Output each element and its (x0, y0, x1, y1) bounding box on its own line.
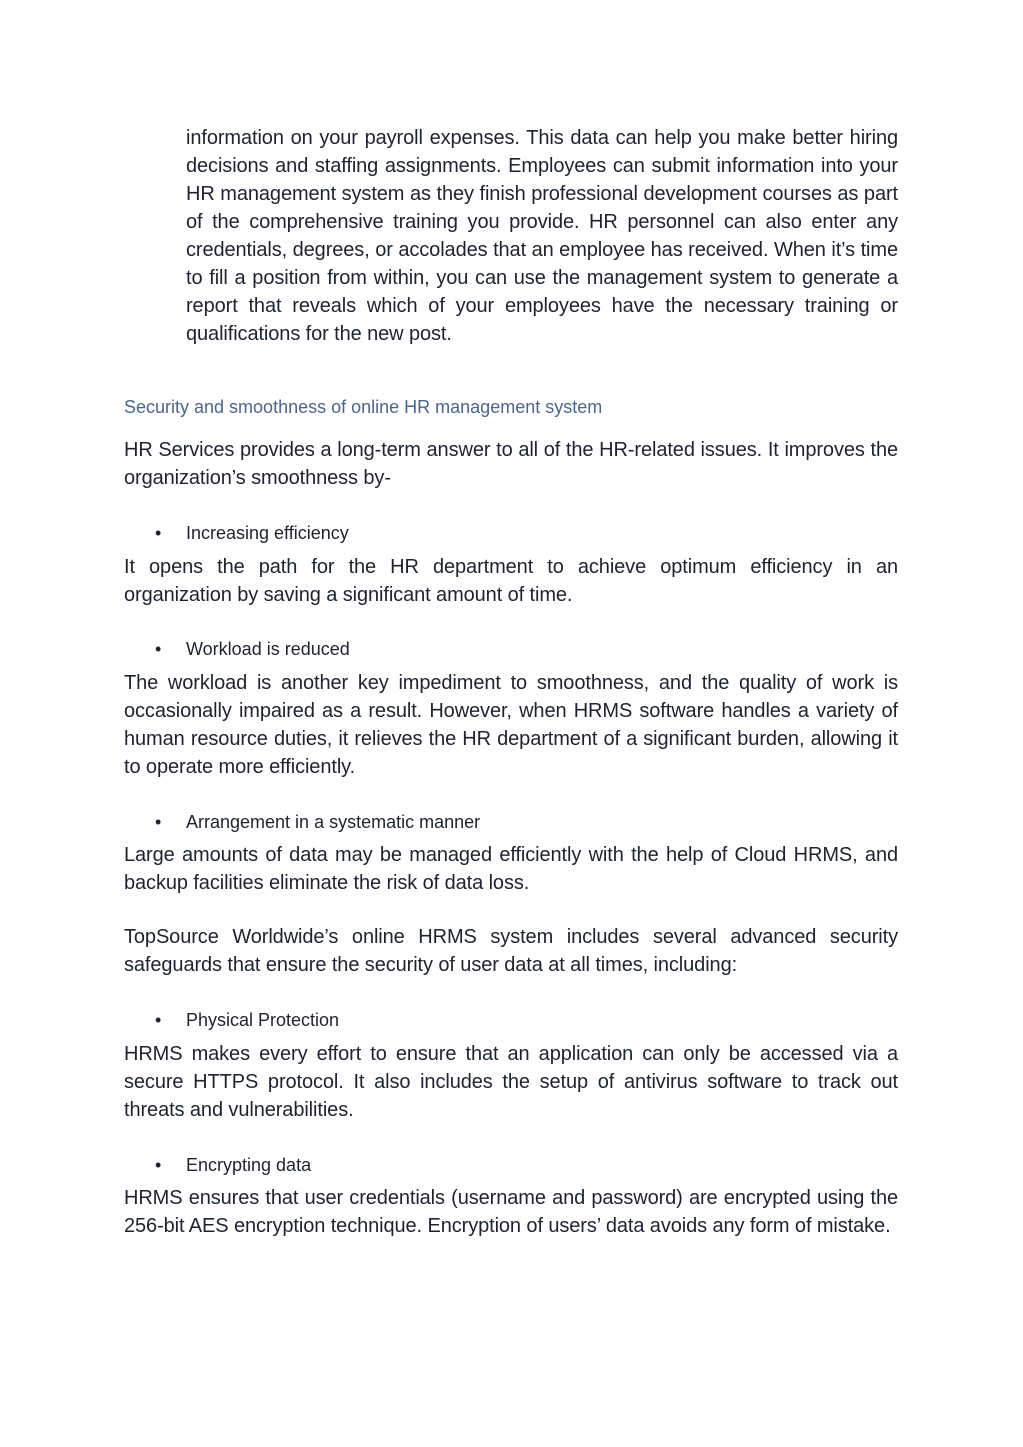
security-item-body: HRMS ensures that user credentials (username and password) are encrypted using the 256-bit AES encryption technique. Encryption of users’ data avoids any form of mistake. (124, 1187, 898, 1237)
intro-paragraph-block (186, 124, 898, 348)
bullet-icon: • (155, 1155, 162, 1175)
item-body-block (124, 553, 898, 609)
bullet-item-physical-protection (124, 1007, 898, 1033)
bullet-title: Arrangement in a systematic manner (186, 812, 481, 832)
security-intro-block (124, 923, 898, 979)
section-heading: Security and smoothness of online HR management system (124, 397, 603, 417)
security-item-body-block (124, 1040, 898, 1124)
bullet-title: Encrypting data (186, 1155, 312, 1175)
item-body: The workload is another key impediment to smoothness, and the quality of work is occasionally impaired as a result. However, when HRMS software handles a variety of human resource duties, it relieves the HR department of a significant burden, allowing it to operate more efficiently. (124, 672, 898, 778)
bullet-item-workload-reduced (124, 636, 898, 662)
section-intro: HR Services provides a long-term answer to all of the HR-related issues. It improves the organization’s smoothness by- (124, 439, 898, 489)
bullet-title: Workload is reduced (186, 639, 350, 659)
bullet-title: Physical Protection (186, 1010, 340, 1030)
intro-paragraph: information on your payroll expenses. This data can help you make better hiring decisions and staffing assignments. Employees can submit information into your HR management system as they finish professional development courses as part of the comprehensive training you provide. HR personnel can also enter any credentials, degrees, or accolades that an employee has received. When it’s time to fill a position from within, you can use the management system to generate a report that reveals which of your employees have the necessary training or qualifications for the new post. (186, 127, 898, 345)
bullet-item-encrypting-data (124, 1152, 898, 1178)
item-body: It opens the path for the HR department to achieve optimum efficiency in an organization by saving a significant amount of time. (124, 556, 898, 606)
bullet-item-systematic-arrangement (124, 809, 898, 835)
bullet-title: Increasing efficiency (186, 523, 349, 543)
bullet-icon: • (155, 523, 162, 543)
item-body-block (124, 669, 898, 781)
bullet-icon: • (155, 1010, 162, 1030)
security-item-body-block (124, 1184, 898, 1240)
section-intro-block (124, 436, 898, 492)
bullet-icon: • (155, 639, 162, 659)
security-intro: TopSource Worldwide’s online HRMS system includes several advanced security safeguards that ensure the security of user data at all times, including: (124, 926, 898, 976)
bullet-icon: • (155, 812, 162, 832)
bullet-item-increasing-efficiency (124, 520, 898, 546)
section-heading-block (124, 394, 898, 420)
security-item-body: HRMS makes every effort to ensure that an application can only be accessed via a secure HTTPS protocol. It also includes the setup of antivirus software to track out threats and vulnerabilities. (124, 1043, 898, 1121)
item-body: Large amounts of data may be managed efficiently with the help of Cloud HRMS, and backup facilities eliminate the risk of data loss. (124, 844, 898, 894)
item-body-block (124, 841, 898, 897)
